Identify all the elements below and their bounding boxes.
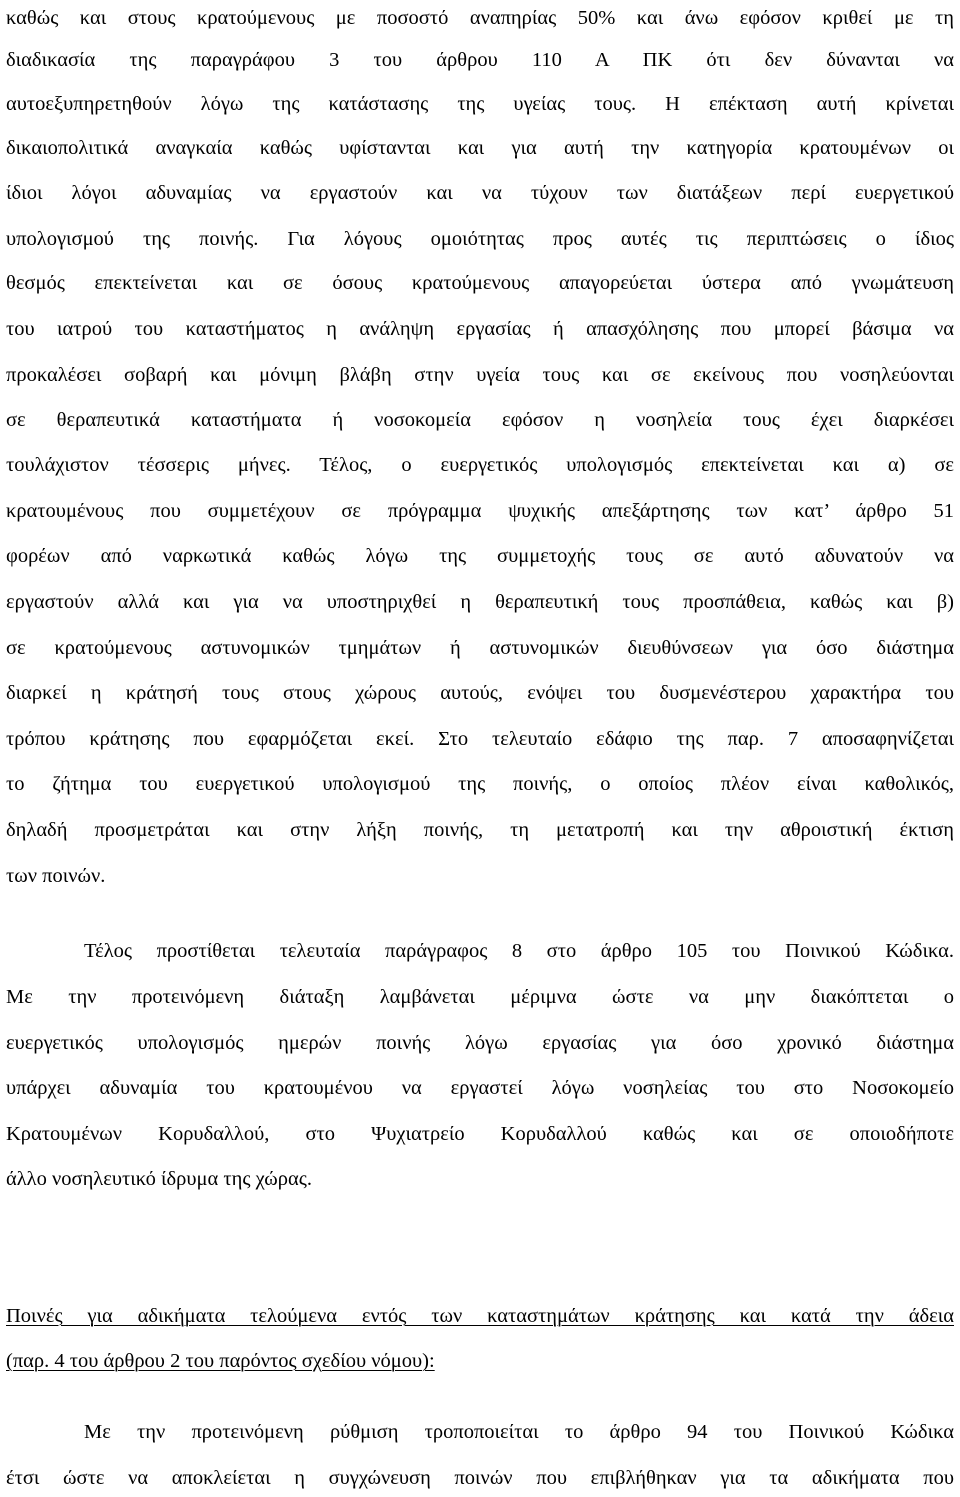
body-text-line: δηλαδή προσμετράται και στην λήξη ποινής, τη μετατροπή και την αθροιστική έκτιση [6,819,954,841]
body-text-line: αυτοεξυπηρετηθούν λόγω της κατάστασης της υγείας τους. Η επέκταση αυτή κρίνεται [6,93,954,115]
body-text-line: Κρατουμένων Κορυδαλλού, στο Ψυχιατρείο Κορυδαλλού καθώς και σε οποιοδήποτε [6,1123,954,1145]
body-text-line: κρατουμένους που συμμετέχουν σε πρόγραμμα ψυχικής απεξάρτησης των κατ’ άρθρο 51 [6,500,954,522]
body-text-line: ίδιοι λόγοι αδυναμίας να εργαστούν και να τύχουν των διατάξεων περί ευεργετικού [6,182,954,204]
paragraph-first-line: Τέλος προστίθεται τελευταία παράγραφος 8 στο άρθρο 105 του Ποινικού Κώδικα. [84,940,954,962]
body-text-line: θεσμός επεκτείνεται και σε όσους κρατούμενους απαγορεύεται ύστερα από γνωμάτευση [6,272,954,294]
body-text-line: έτσι ώστε να αποκλείεται η συγχώνευση ποινών που επιβλήθηκαν για τα αδικήματα που [6,1467,954,1489]
body-text-line: των ποινών. [6,865,106,887]
section-heading-line: (παρ. 4 του άρθρου 2 του παρόντος σχεδίου νόμου): [6,1350,435,1372]
body-text-line: το ζήτημα του ευεργετικού υπολογισμού της ποινής, ο οποίος πλέον είναι καθολικός, [6,773,954,795]
body-text-line: σε θεραπευτικά καταστήματα ή νοσοκομεία εφόσον η νοσηλεία τους έχει διαρκέσει [6,409,954,431]
body-text-line: καθώς και στους κρατούμενους με ποσοστό αναπηρίας 50% και άνω εφόσον κριθεί με τη [6,7,954,29]
body-text-line: προκαλέσει σοβαρή και μόνιμη βλάβη στην υγεία τους και σε εκείνους που νοσηλεύονται [6,364,954,386]
body-text-line: διαδικασία της παραγράφου 3 του άρθρου 110 Α ΠΚ ότι δεν δύνανται να [6,49,954,71]
body-text-line: φορέων από ναρκωτικά καθώς λόγω της συμμετοχής τους σε αυτό αδυνατούν να [6,545,954,567]
body-text-line: τουλάχιστον τέσσερις μήνες. Τέλος, ο ευεργετικός υπολογισμός επεκτείνεται και α) σε [6,454,954,476]
body-text-line: εργαστούν αλλά και για να υποστηριχθεί η θεραπευτική τους προσπάθεια, καθώς και β) [6,591,954,613]
body-text-line: Με την προτεινόμενη διάταξη λαμβάνεται μέριμνα ώστε να μην διακόπτεται ο [6,986,954,1008]
body-text-line: τρόπου κράτησης που εφαρμόζεται εκεί. Στο τελευταίο εδάφιο της παρ. 7 αποσαφηνίζεται [6,728,954,750]
body-text-line: ευεργετικός υπολογισμός ημερών ποινής λόγω εργασίας για όσο χρονικό διάστημα [6,1032,954,1054]
body-text-line: υπολογισμού της ποινής. Για λόγους ομοιότητας προς αυτές τις περιπτώσεις ο ίδιος [6,228,954,250]
paragraph-first-line: Με την προτεινόμενη ρύθμιση τροποποιείται το άρθρο 94 του Ποινικού Κώδικα [84,1421,954,1443]
body-text-line: του ιατρού του καταστήματος η ανάληψη εργασίας ή απασχόλησης που μπορεί βάσιμα να [6,318,954,340]
body-text-line: σε κρατούμενους αστυνομικών τμημάτων ή αστυνομικών διευθύνσεων για όσο διάστημα [6,637,954,659]
body-text-line: άλλο νοσηλευτικό ίδρυμα της χώρας. [6,1168,312,1190]
section-heading-line: Ποινές για αδικήματα τελούμενα εντός των καταστημάτων κράτησης και κατά την άδεια [6,1305,954,1327]
body-text-line: διαρκεί η κράτησή τους στους χώρους αυτούς, ενόψει του δυσμενέστερου χαρακτήρα του [6,682,954,704]
body-text-line: δικαιοπολιτικά αναγκαία καθώς υφίστανται και για αυτή την κατηγορία κρατουμένων οι [6,137,954,159]
body-text-line: υπάρχει αδυναμία του κρατουμένου να εργαστεί λόγω νοσηλείας του στο Νοσοκομείο [6,1077,954,1099]
